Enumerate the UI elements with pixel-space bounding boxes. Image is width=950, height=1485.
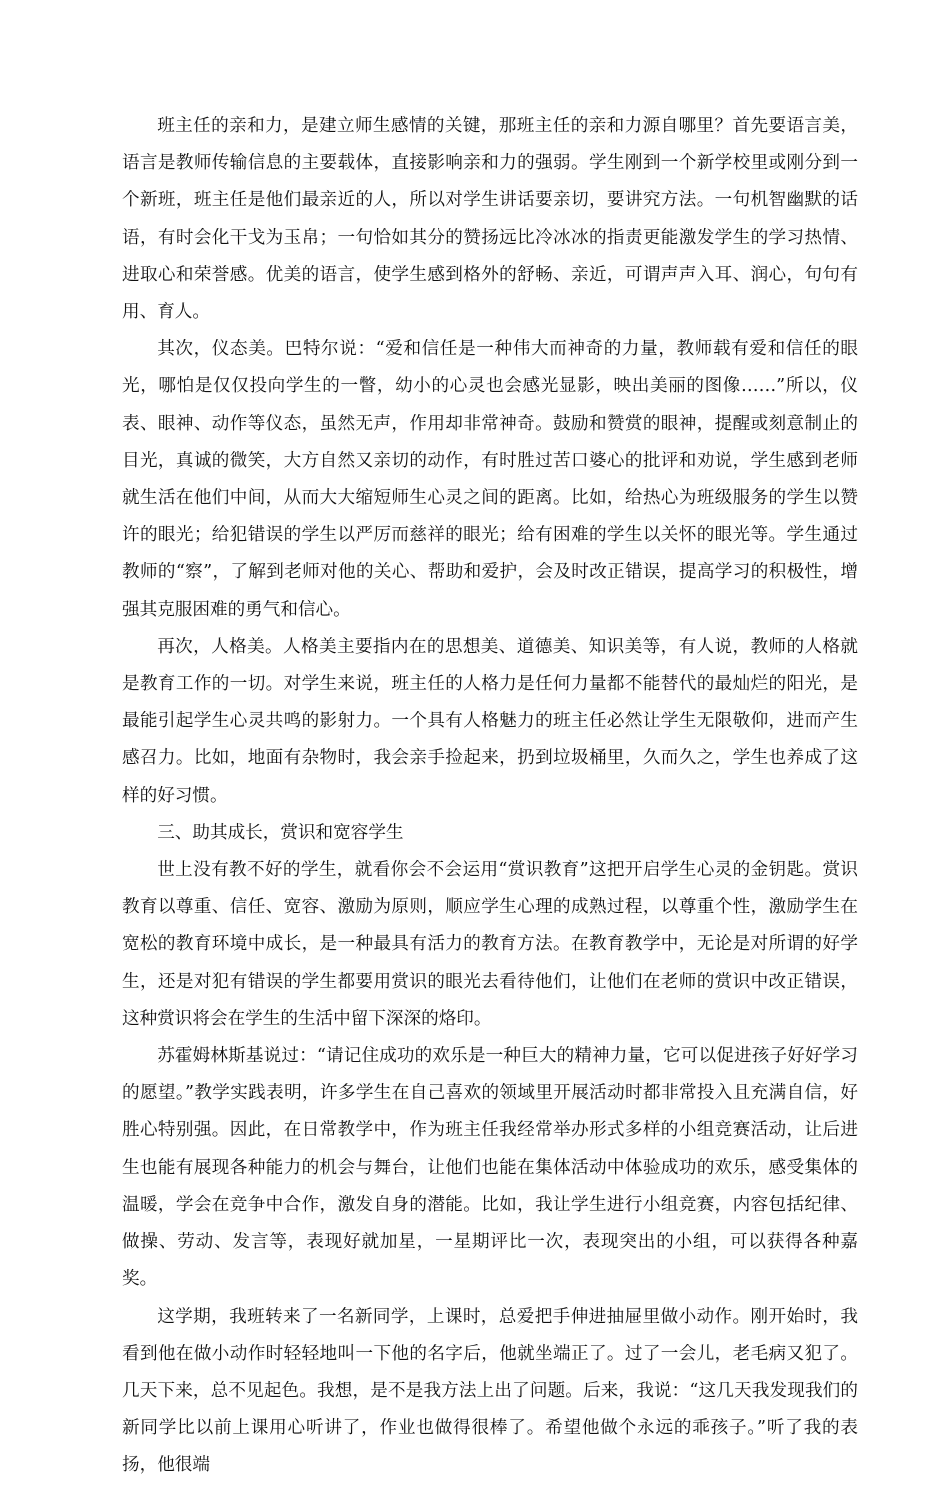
- paragraph-personality: 再次，人格美。人格美主要指内在的思想美、道德美、知识美等，有人说，教师的人格就是教育工作的一切。对学生来说，班主任的人格力是任何力量都不能替代的最灿烂的阳光，是最能引起学生心灵共鸣的影射力。一个具有人格魅力的班主任必然让学生无限敬仰，进而产生感召力。比如，地面有杂物时，我会亲手捡起来，扔到垃圾桶里，久而久之，学生也养成了这样的好习惯。: [122, 636, 858, 806]
- paragraph-sukhomlinsky-quote: 苏霍姆林斯基说过：“请记住成功的欢乐是一种巨大的精神力量，它可以促进孩子好好学习的愿望。”教学实践表明，许多学生在自己喜欢的领域里开展活动时都非常投入且充满自信，好胜心特别强。因此，在日常教学中，作为班主任我经常举办形式多样的小组竞赛活动，让后进生也能有展现各种能力的机会与舞台，让他们也能在集体活动中体验成功的欢乐，感受集体的温暖，学会在竞争中合作，激发自身的潜能。比如，我让学生进行小组竞赛，内容包括纪律、做操、劳动、发言等，表现好就加星，一星期评比一次，表现突出的小组，可以获得各种嘉奖。: [122, 1046, 858, 1290]
- section-heading-appreciation: 三、助其成长，赏识和宽容学生: [157, 822, 404, 843]
- paragraph-affinity-language: 班主任的亲和力，是建立师生感情的关键，那班主任的亲和力源自哪里？首先要语言美，语言是教师传输信息的主要载体，直接影响亲和力的强弱。学生刚到一个新学校里或刚分到一个新班，班主任是他们最亲近的人，所以对学生讲话要亲切，要讲究方法。一句机智幽默的话语，有时会化干戈为玉帛；一句恰如其分的赞扬远比冷冰冰的指责更能激发学生的学习热情、进取心和荣誉感。优美的语言，使学生感到格外的舒畅、亲近，可谓声声入耳、润心，句句有用、育人。: [122, 116, 858, 323]
- paragraph-demeanor: 其次，仪态美。巴特尔说：“爱和信任是一种伟大而神奇的力量，教师载有爱和信任的眼光，哪怕是仅仅投向学生的一瞥，幼小的心灵也会感光显影，映出美丽的图像……”所以，仪表、眼神、动作等仪态，虽然无声，作用却非常神奇。鼓励和赞赏的眼神，提醒或刻意制止的目光，真诚的微笑，大方自然又亲切的动作，有时胜过苦口婆心的批评和劝说，学生感到老师就生活在他们中间，从而大大缩短师生心灵之间的距离。比如，给热心为班级服务的学生以赞许的眼光；给犯错误的学生以严厉而慈祥的眼光；给有困难的学生以关怀的眼光等。学生通过教师的“察”，了解到老师对他的关心、帮助和爱护，会及时改正错误，提高学习的积极性，增强其克服困难的勇气和信心。: [122, 339, 858, 620]
- paragraph-appreciation-education: 世上没有教不好的学生，就看你会不会运用“赏识教育”这把开启学生心灵的金钥匙。赏识教育以尊重、信任、宽容、激励为原则，顺应学生心理的成熟过程，以尊重个性，激励学生在宽松的教育环境中成长，是一种最具有活力的教育方法。在教育教学中，无论是对所谓的好学生，还是对犯有错误的学生都要用赏识的眼光去看待他们，让他们在老师的赏识中改正错误，这种赏识将会在学生的生活中留下深深的烙印。: [122, 860, 858, 1029]
- paragraph-new-student-story: 这学期，我班转来了一名新同学，上课时，总爱把手伸进抽屉里做小动作。刚开始时，我看到他在做小动作时轻轻地叫一下他的名字后，他就坐端正了。过了一会儿，老毛病又犯了。几天下来，总不见起色。我想，是不是我方法上出了问题。后来，我说：“这几天我发现我们的新同学比以前上课用心听讲了，作业也做得很棒了。希望他做个永远的乖孩子。”听了我的表扬，他很端: [122, 1306, 858, 1476]
- document-body: [122, 108, 858, 1485]
